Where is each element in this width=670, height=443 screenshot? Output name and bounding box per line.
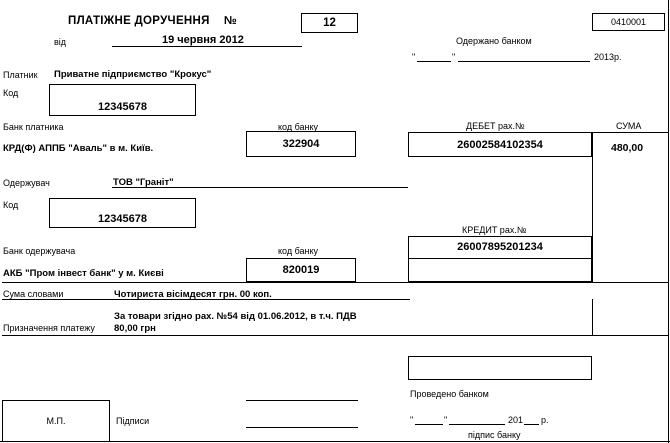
processed-quote-open: "	[410, 415, 414, 425]
purpose-label: Призначення платежу	[3, 323, 95, 333]
payer-bank-label: Банк платника	[3, 122, 64, 132]
amount-value: 480,00	[611, 142, 644, 154]
credit-account-divider	[408, 258, 592, 259]
recipient-label: Одержувач	[3, 178, 50, 188]
recipient-bank-code-label: код банку	[278, 246, 319, 256]
document-title: ПЛАТІЖНЕ ДОРУЧЕННЯ	[68, 15, 210, 27]
payer-code-box: 12345678	[49, 84, 196, 116]
credit-label: КРЕДИТ рах.№	[462, 225, 527, 235]
date-label: від	[54, 37, 67, 47]
purpose-right-divider	[592, 299, 593, 335]
recipient-code-label: Код	[3, 200, 19, 210]
document-number-box: 12	[301, 13, 358, 33]
payer-bank-code-box: 322904	[246, 131, 356, 157]
payer-name: Приватне підприємство "Крокус"	[54, 69, 212, 80]
signature-line-1	[246, 400, 358, 401]
received-quote-close: "	[452, 52, 456, 62]
amount-words-underline	[2, 299, 410, 300]
recipient-bank-name: АКБ "Пром інвест банк" у м. Києві	[3, 268, 164, 279]
bank-section-bottom-line	[2, 282, 668, 283]
debit-label: ДЕБЕТ рах.№	[466, 121, 525, 131]
form-code-box: 0410001	[592, 13, 665, 31]
processed-month-underline	[449, 424, 505, 425]
recipient-bank-code-box: 820019	[246, 258, 356, 282]
page-bottom-edge	[0, 441, 670, 442]
date-underline	[112, 46, 302, 47]
payer-bank-name: КРД(Ф) АППБ "Аваль" в м. Київ.	[3, 143, 154, 154]
signatures-label: Підписи	[116, 416, 150, 426]
received-year-suffix: 2013р.	[594, 52, 622, 62]
amount-words-value: Чотириста вісімдесят грн. 00 коп.	[114, 289, 272, 300]
processed-day-underline	[415, 424, 443, 425]
amount-label: СУМА	[616, 121, 642, 131]
purpose-line-1: За товари згідно рах. №54 від 01.06.2012, в т.ч. ПДВ	[114, 311, 357, 322]
purpose-bottom-line	[2, 335, 668, 336]
amount-words-label: Сума словами	[3, 289, 64, 299]
recipient-name-underline	[112, 187, 408, 188]
processed-quote-close: "	[444, 415, 448, 425]
processed-year: 201	[508, 415, 524, 425]
stamp-area: М.П.	[2, 400, 110, 442]
received-quote-open: "	[412, 52, 416, 62]
debit-account-box: 26002584102354	[408, 132, 592, 157]
payer-code-label: Код	[3, 88, 19, 98]
page-right-edge	[668, 0, 669, 443]
amount-column-divider	[592, 132, 593, 282]
processed-by-bank-label: Проведено банком	[410, 389, 489, 399]
recipient-name: ТОВ "Граніт"	[113, 177, 174, 188]
received-day-underline	[417, 61, 451, 62]
signature-line-2	[246, 427, 358, 428]
recipient-bank-label: Банк одержувача	[3, 246, 76, 256]
credit-account-number: 26007895201234	[457, 241, 543, 253]
bank-stamp-box	[408, 356, 592, 380]
processed-year-underline	[524, 424, 539, 425]
bank-signature-label: підпис банку	[468, 430, 521, 440]
purpose-line-2: 80,00 грн	[114, 323, 156, 334]
processed-year-suffix: р.	[541, 415, 549, 425]
received-month-underline	[458, 61, 590, 62]
number-sign: №	[224, 15, 237, 27]
payer-bank-code-label: код банку	[278, 122, 319, 132]
recipient-code-box: 12345678	[49, 198, 196, 228]
received-by-bank-label: Одержано банком	[456, 36, 532, 46]
payer-label: Платник	[3, 70, 38, 80]
document-date: 19 червня 2012	[162, 34, 244, 46]
